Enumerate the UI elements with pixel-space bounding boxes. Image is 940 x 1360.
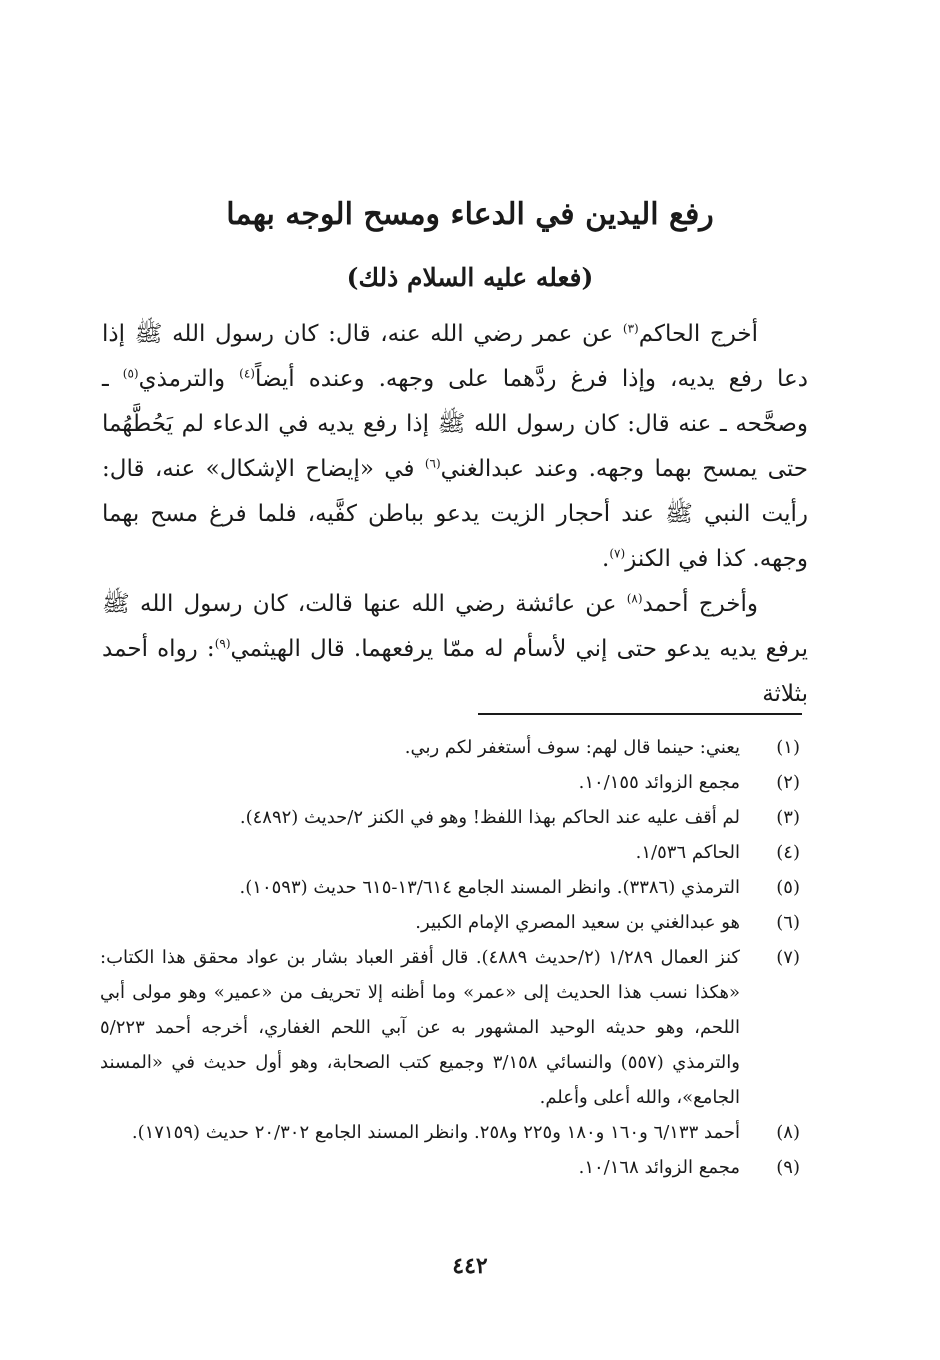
paragraph [102, 312, 808, 582]
footnote-text: الحاكم ١/٥٣٦. [635, 842, 740, 863]
footnote-number: (٨) [776, 1122, 800, 1143]
footnote-number: (٥) [776, 877, 800, 898]
footnote-ref: (٧) [609, 546, 626, 561]
text-run: ـ وصحَّحه ـ عنه قال: كان رسول الله ﷺ إذا رفع يديه في الدعاء لم يَحُطَّهُما حتى يمسح بهما وجهه. وعند عبدالغني [102, 366, 808, 482]
footnote-ref: (٥) [122, 366, 139, 381]
main-text [102, 312, 808, 717]
footnote-text: هو عبدالغني بن سعيد المصري الإمام الكبير. [415, 912, 740, 933]
footnote-ref: (٩) [214, 636, 231, 651]
footnote-divider [478, 713, 802, 715]
text-run: . [602, 546, 610, 572]
text-run: عن عمر رضي الله عنه، قال: كان رسول الله ﷺ إذا دعا رفع يديه، وإذا فرغ ردَّهما على وجهه. وعنده أيضاً [102, 321, 808, 392]
page-number: ٤٤٢ [452, 1253, 488, 1279]
footnote-number: (٦) [776, 912, 800, 933]
footnote-ref: (٤) [239, 366, 255, 381]
footnote-number: (٩) [776, 1157, 800, 1178]
footnote-text: الترمذي (٣٣٨٦). وانظر المسند الجامع ١٣/٦١٤-٦١٥ حديث (١٠٥٩٣). [239, 877, 740, 898]
paragraph [102, 582, 808, 717]
footnote-ref: (٨) [626, 591, 643, 606]
footnote [100, 800, 800, 835]
footnote-number: (٤) [776, 842, 800, 863]
section-subtitle: (فعله عليه السلام ذلك) [346, 263, 594, 292]
page-title: رفع اليدين في الدعاء ومسح الوجه بهما [226, 197, 714, 232]
footnote-text: مجمع الزوائد ١٠/١٥٥. [578, 772, 740, 793]
footnote [100, 1115, 800, 1150]
text-run: في «إيضاح الإشكال» عنه، قال: رأيت النبي ﷺ عند أحجار الزيت يدعو بباطن كفَّيه، فلما فرغ مسح بهما وجهه. كذا في الكنز [102, 456, 808, 572]
footnote-number: (٣) [776, 807, 800, 828]
footnote-text: مجمع الزوائد ١٠/١٦٨. [578, 1157, 740, 1178]
text-run: : رواه أحمد بثلاثة [102, 636, 808, 707]
text-run: وأخرج أحمد [642, 591, 758, 617]
footnote [100, 835, 800, 870]
footnote-text: كنز العمال ١/٢٨٩ (٢/حديث ٤٨٨٩). قال أفقر العباد بشار بن عواد محقق هذا الكتاب: «هكذا نسب هذا الحديث إلى «عمر» وما أظنه إلا تحريف من «عمير» وهو مولى أبي اللحم، وهو حديثه الوحيد المشهور به عن آبي اللحم الغفاري، أخرجه أحمد ٥/٢٢٣ والترمذي (٥٥٧) والنسائي ٣/١٥٨ وجميع كتب الصحابة، وهو أول حديث في «المسند الجامع»، والله أعلى وأعلم. [100, 947, 740, 1108]
footnote-text: يعني: حينما قال لهم: سوف أستغفر لكم ربي. [404, 737, 740, 758]
text-run: أخرج الحاكم [638, 321, 758, 347]
footnote [100, 1150, 800, 1185]
footnote-number: (٢) [776, 772, 800, 793]
footnote [100, 870, 800, 905]
footnotes [100, 730, 800, 1185]
footnote [100, 940, 800, 1115]
footnote-text: أحمد ٦/١٣٣ و١٦٠ و١٨٠ و٢٢٥ و٢٥٨. وانظر المسند الجامع ٢٠/٣٠٢ حديث (١٧١٥٩). [131, 1122, 740, 1143]
footnote [100, 765, 800, 800]
footnote-number: (٧) [776, 947, 800, 968]
text-run: عن عائشة رضي الله عنها قالت، كان رسول الله ﷺ يرفع يديه يدعو حتى إني لأسأم له ممّا يرفعهما. قال الهيثمي [102, 591, 808, 662]
footnote-number: (١) [776, 737, 800, 758]
text-run: والترمذي [138, 366, 240, 392]
footnote-text: لم أقف عليه عند الحاكم بهذا اللفظ! وهو في الكنز ٢/حديث (٤٨٩٢). [239, 807, 740, 828]
footnote [100, 905, 800, 940]
footnote-ref: (٣) [622, 321, 639, 336]
footnote [100, 730, 800, 765]
footnote-ref: (٦) [424, 456, 441, 471]
